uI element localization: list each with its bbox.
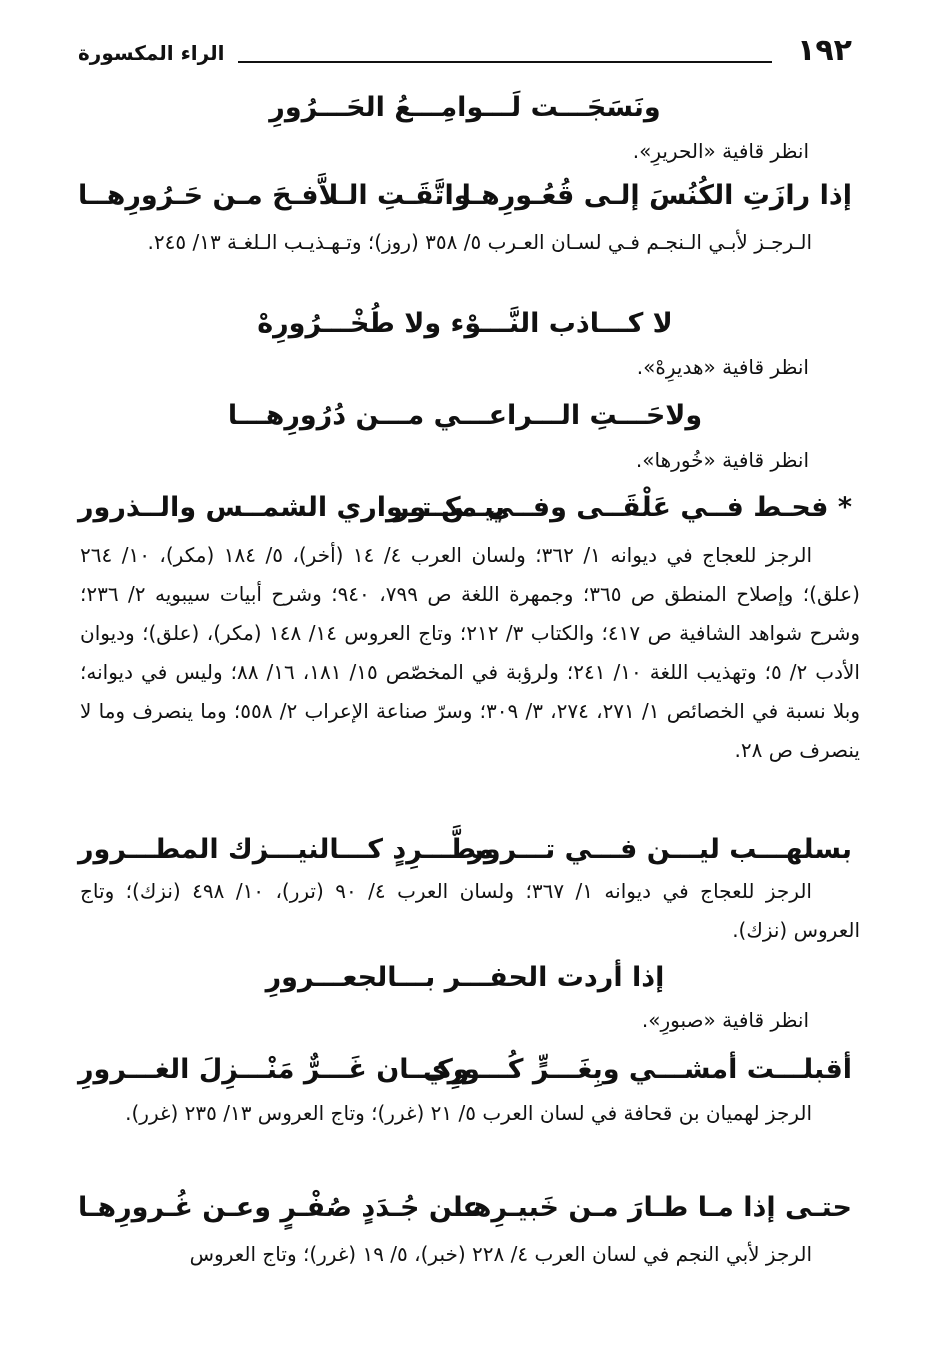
header-rule: [238, 61, 772, 63]
verse-6: [78, 834, 852, 874]
verse-5-second-hemistich: بيــن تــواري الشمــس والــذرور: [78, 492, 505, 523]
verse-9-first-hemistich: حتـى إذا مـا طـارَ مـن خَبيـرِهـا: [453, 1192, 852, 1223]
verse-9: [78, 1192, 852, 1232]
verse-5: [78, 492, 852, 532]
verse-8-second-hemistich: وكـــان غَـــرٌّ مَنْـــزِلَ الغـــرورِ: [78, 1054, 470, 1085]
citation-5: الرجز للعجاج في ديوانه ١/ ٣٦٢؛ ولسان العرب ٤/ ١٤ (أخر)، ٥/ ١٨٤ (مكر)، ١٠/ ٢٦٤ (علق)؛ وإصلاح المنطق ص ٣٦٥؛ وجمهرة اللغة ص ٧٩٩، ٩٤٠؛ وشرح أبيات سيبويه ٢/ ٢٣٦؛ وشرح شواهد الشافية ص ٤١٧؛ والكتاب ٣/ ٢١٢؛ وتاج العروس ١٤/ ١٤٨ (مكر)، (علق)؛ وديوان الأدب ٢/ ٥؛ وتهذيب اللغة ١٠/ ٢٤١؛ ولرؤبة في المخصّص ١٥/ ١٨١، ١٦/ ٨٨؛ وليس في ديوانه؛ وبلا نسبة في الخصائص ١/ ٢٧١، ٢٧٤، ٣/ ٣٠٩؛ وسرّ صناعة الإعراب ٢/ ٥٥٨؛ وما ينصرف وما لا ينصرف ص ٢٨.: [80, 543, 861, 762]
verse-1: ونَسَجَـــت لَـــوامِـــعُ الحَـــرُورِ: [269, 92, 661, 123]
verse-4: ولاحَـــتِ الـــراعـــي مـــن دُرُورِهـــا: [227, 400, 703, 431]
verse-5-first-hemistich: * فحـط فــي عَلْقَــى وفــي مكــور: [393, 492, 852, 523]
note-1: انظر قافية «الحريرِ».: [632, 139, 809, 163]
note-3: انظر قافية «هديرِهْ».: [636, 355, 809, 379]
verse-2-first-hemistich: إذا رازَتِ الكُنُسَ إلـى قُعُـورِهـا: [461, 180, 852, 211]
chapter-title: الراء المكسورة: [78, 41, 225, 65]
citation-2: الـرجـز لأبـي الـنجـم فـي لسـان العـرب ٥/ ٣٥٨ (روز)؛ وتـهـذيـب الـلغـة ١٣/ ٢٤٥.: [147, 230, 812, 254]
page-number: ١٩٢: [797, 33, 852, 68]
verse-9-second-hemistich: عـن جُـدَدٍ صُفْـرٍ وعـن غُـرورِهـا: [78, 1192, 481, 1223]
citation-9: الرجز لأبي النجم في لسان العرب ٤/ ٢٢٨ (خبر)، ٥/ ١٩ (غرر)؛ وتاج العروس: [189, 1242, 812, 1266]
verse-8-first-hemistich: أقبلـــت أمشـــي وبِغَـــرٍّ كُـــورِي: [422, 1054, 852, 1085]
verse-3: لا كـــاذب النَّـــوْء ولا طُخْـــرُورِهْ: [257, 308, 673, 339]
verse-8: [78, 1054, 852, 1094]
page-header: [78, 33, 852, 76]
verse-2-second-hemistich: واتَّقَـتِ الـلاَّفـحَ مـن حَـرُورِهــا: [78, 180, 471, 211]
verse-7: إذا أردت الحفـــر بـــالجعـــرورِ: [265, 962, 665, 993]
verse-6-first-hemistich: بسلهـــب ليـــن فـــي تـــرور: [468, 834, 852, 865]
note-7: انظر قافية «صبورِ».: [641, 1008, 809, 1032]
citation-6: الرجز للعجاج في ديوانه ١/ ٣٦٧؛ ولسان العرب ٤/ ٩٠ (ترر)، ١٠/ ٤٩٨ (نزك)؛ وتاج العروس (نزك).: [80, 879, 860, 942]
verse-6-second-hemistich: مطَّـــرِدٍ كـــالنيـــزك المطـــرور: [78, 834, 494, 865]
citation-8: الرجز لهميان بن قحافة في لسان العرب ٥/ ٢١ (غرر)؛ وتاج العروس ١٣/ ٢٣٥ (غرر).: [125, 1101, 812, 1125]
note-4: انظر قافية «خُورها».: [635, 448, 809, 472]
verse-2: [78, 180, 852, 220]
